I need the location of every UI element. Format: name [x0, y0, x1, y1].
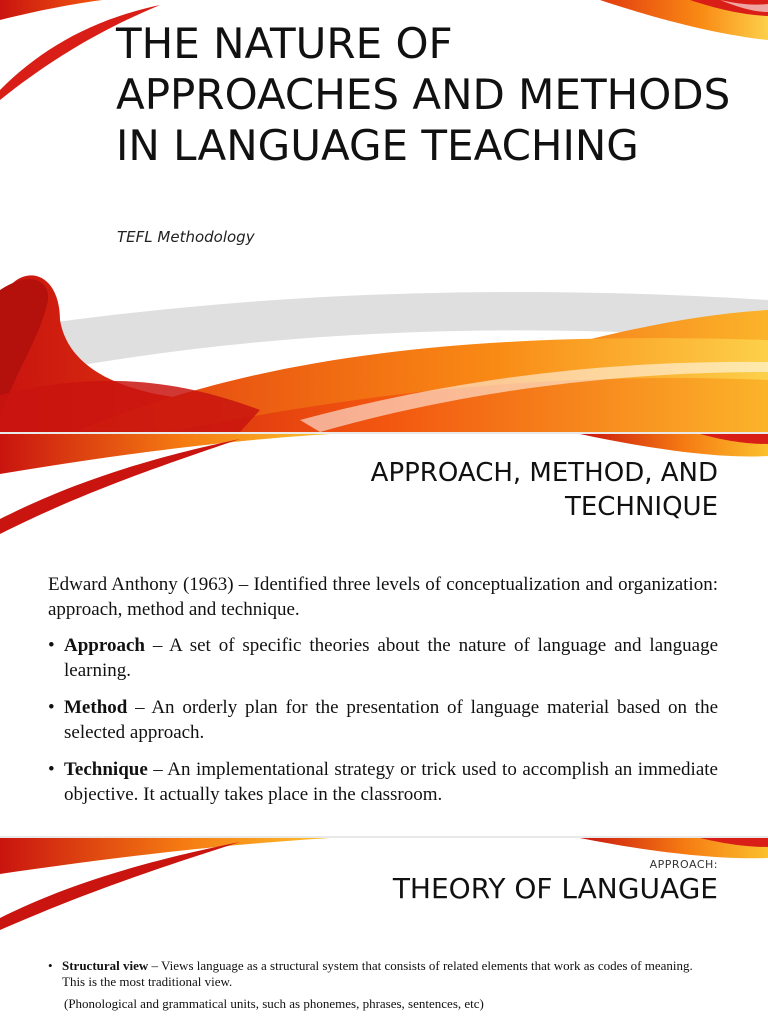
term-technique: Technique [64, 759, 148, 780]
slide-theory-of-language [0, 838, 768, 1024]
intro-paragraph: Edward Anthony (1963) – Identified three levels of conceptualization and organization: approach, method and technique. [48, 574, 718, 620]
term-method: Method [64, 697, 128, 718]
slide-body [48, 958, 718, 1012]
slide-heading [278, 456, 718, 524]
slide-title-heading: THE NATURE OF APPROACHES AND METHODS IN LANGUAGE TEACHING [116, 19, 731, 170]
slide-body [48, 572, 718, 819]
list-item-structural-view [48, 958, 718, 990]
term-structural-view: Structural view [62, 958, 149, 973]
list-item-technique [48, 757, 718, 807]
definition-method: – An orderly plan for the presentation of language material based on the selected approach. [64, 697, 718, 743]
bullet-icon: • [48, 635, 55, 656]
slide-approach-method-technique [0, 434, 768, 836]
slide-title [0, 0, 768, 432]
slide-heading: THEORY OF LANGUAGE [392, 872, 718, 905]
slide-kicker: APPROACH: [649, 858, 718, 871]
slide-heading-line2: TECHNIQUE [564, 492, 718, 522]
bullet-icon: • [48, 958, 53, 973]
note-paragraph: (Phonological and grammatical units, such as phonemes, phrases, sentences, etc) [64, 996, 484, 1011]
slide-heading-line1: APPROACH, METHOD, AND [370, 458, 718, 488]
bullet-icon: • [48, 697, 55, 718]
definition-approach: – A set of specific theories about the nature of language and language learning. [64, 635, 718, 681]
term-approach: Approach [64, 635, 145, 656]
bullet-icon: • [48, 759, 55, 780]
list-item-approach [48, 633, 718, 683]
slide-subtitle: TEFL Methodology [117, 228, 255, 246]
list-item-method [48, 695, 718, 745]
definition-structural-view: – Views language as a structural system that consists of related elements that work as codes of meaning. This is the most traditional view. [62, 958, 693, 989]
definition-technique: – An implementational strategy or trick used to accomplish an immediate objective. It actually takes place in the classroom. [64, 759, 718, 805]
